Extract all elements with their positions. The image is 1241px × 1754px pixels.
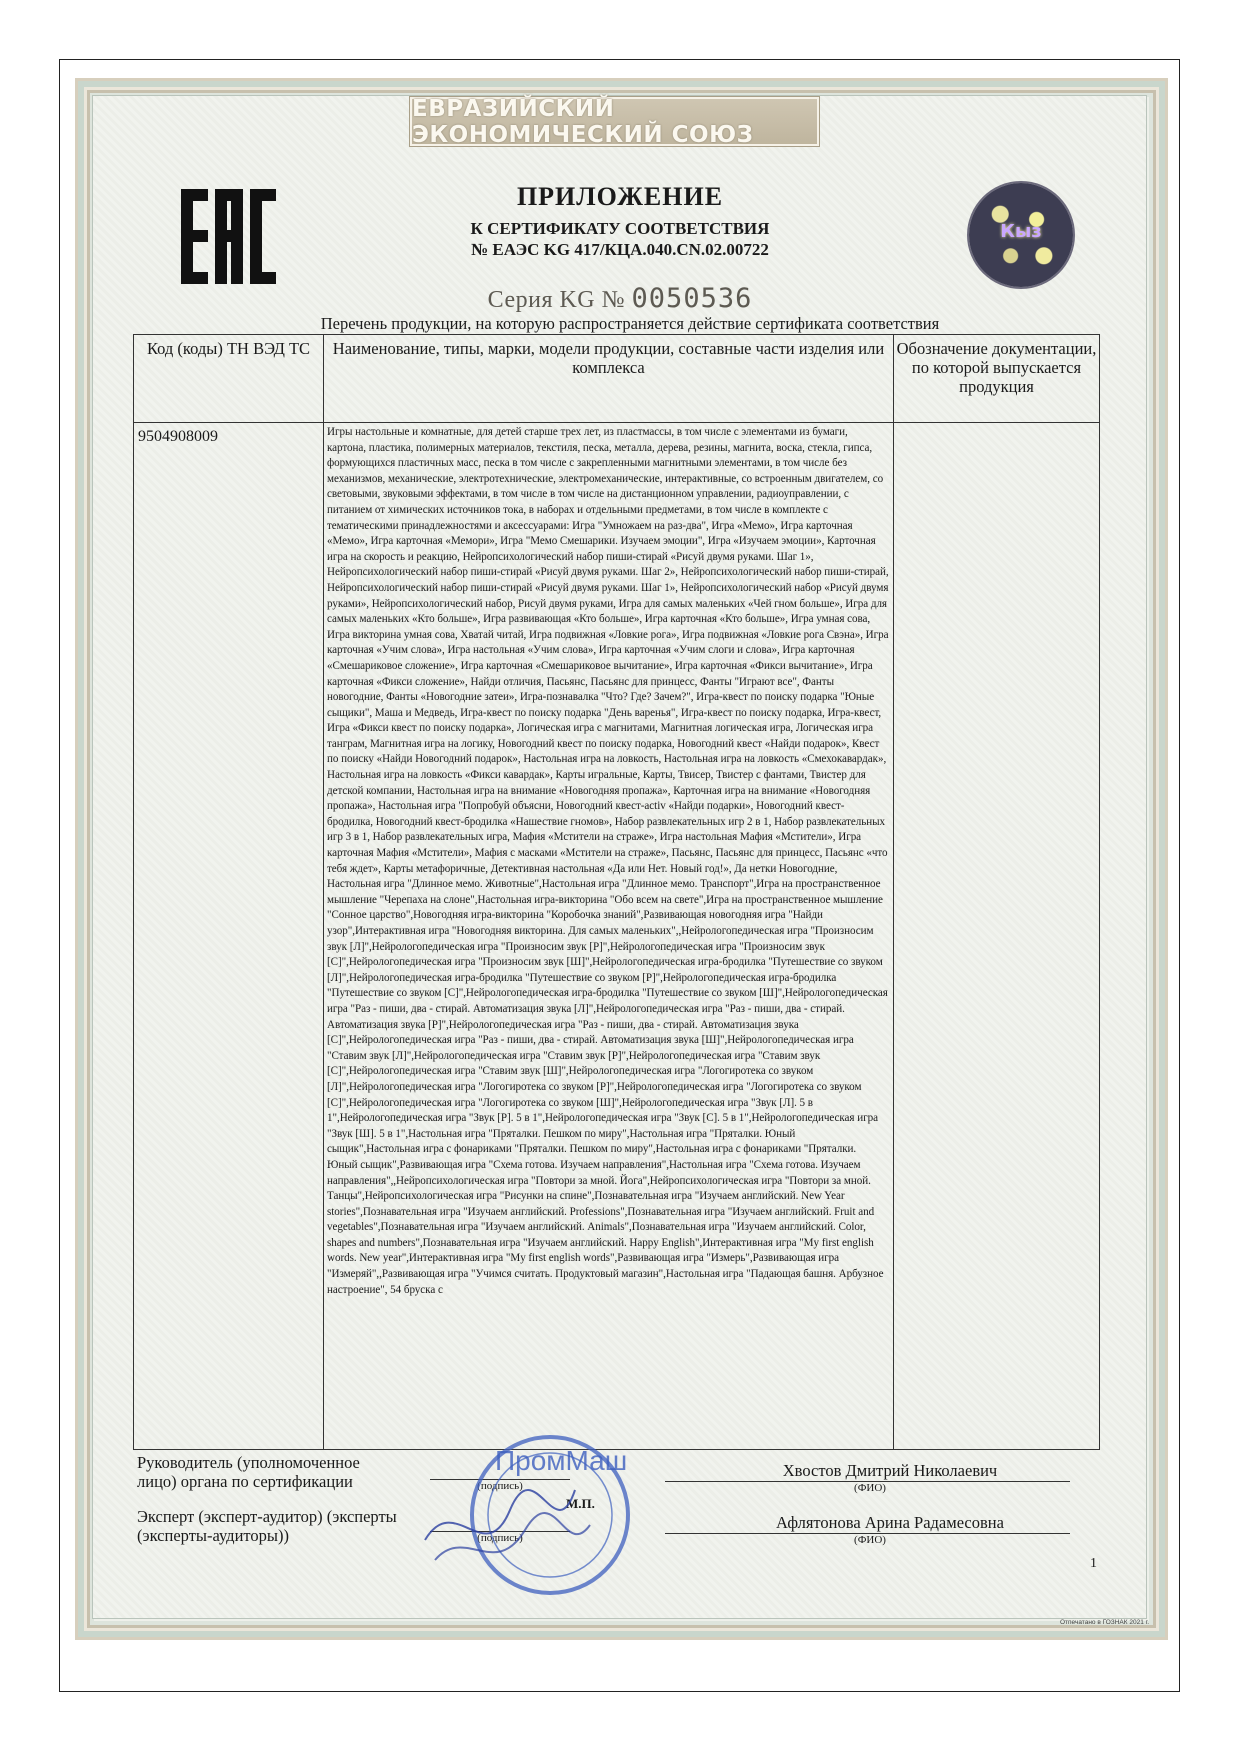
head-signature-caption: (подпись) [477, 1480, 523, 1492]
series-number: 0050536 [631, 283, 753, 314]
document-title: ПРИЛОЖЕНИЕ [516, 182, 724, 211]
head-name: Хвостов Дмитрий Николаевич [782, 1461, 998, 1480]
eac-logo-icon [181, 189, 276, 284]
column-name [324, 335, 894, 1449]
print-note: Отпечатано в ГОЗНАК 2021 г. [1060, 1619, 1150, 1626]
header-documentation: Обозначение документации, по которой выпускается продукция [896, 339, 1097, 396]
union-banner: ЕВРАЗИЙСКИЙ ЭКОНОМИЧЕСКИЙ СОЮЗ [410, 97, 819, 146]
head-fio-caption: (ФИО) [854, 1482, 886, 1494]
hologram-text: Кыз [1000, 221, 1042, 242]
column-code [134, 335, 324, 1449]
product-table [133, 334, 1100, 1450]
document-subtitle: К СЕРТИФИКАТУ СООТВЕТСТВИЯ [470, 219, 770, 238]
organization-seal-stamp [415, 1430, 655, 1600]
page-number: 1 [1090, 1556, 1097, 1571]
series-prefix: Серия KG № [487, 287, 626, 313]
cell-description: Игры настольные и комнатные, для детей старше трех лет, из пластмассы, в том числе с элементами из бумаги, картона, пластика, полимерных материалов, текстиля, песка, металла, дерева, резины, магнита, воска, стекла, гипса, формующихся пластичных масс, песка в том числе с закрепленными магнитными элементами, в том числе без механизмов, механические, электротехнические, электромеханические, интерактивные, со встроенным двигателем, со световыми, звуковыми эффектами, в том числе в том числе на дистанционном управлении, радиоуправлении, с питанием от химических источников тока, в наборах и отдельными предметами, в том числе в комплекте с тематическими принадлежностями и аксессуарами: Игра "Умножаем на раз-два", Игра «Мемо», Игра карточная «Мемо», Игра карточная «Мемори», Игра "Мемо Смешарики. Изучаем эмоции", Игра «Изучаем эмоции», Карточная игра на скорость и реакцию, Нейропсихологический набор пиши-стирай «Рисуй двумя руками. Шаг 1», Нейропсихологический набор пиши-стирай «Рисуй двумя руками. Шаг 2», Нейропсихологический набор пиши-стирай, Нейропсихологический набор пиши-стирай «Рисуй двумя руками. Шаг 1», Нейропсихологический набор «Рисуй двумя руками», Нейропсихологический набор, Рисуй двумя руками, Игра для самых маленьких «Чей гном больше», Игра для самых маленьких «Кто больше», Игра развивающая «Кто больше», Игра карточная «Кто больше», Игра умная сова, Игра викторина умная сова, Хватай читай, Игра подвижная «Ловкие рога», Игра подвижная «Ловкие рога Свэна», Игра карточная «Учим слова», Игра настольная «Учим слова», Игра карточная «Учим слоги и слова», Игра карточная «Смешариковое сложение», Игра карточная «Смешариковое вычитание», Игра карточная «Фикси вычитание», Игра карточная «Фикси сложение», Найди отличия, Пасьянс, Пасьянс для принцесс, Фанты "Играют все", Фанты новогодние, Фанты «Новогодние затеи», Игра-познавалка "Что? Где? Зачем?", Игра-квест по поиску подарка "Юные сыщики", Маша и Медведь, Игра-квест по поиску подарка "День варенья", Игра-квест по поиску подарка, Игра-квест, Игра «Фикси квест по поиску подарка», Логическая игра с магнитами, Магнитная логическая игра, Логическая игра танграм, Магнитная игра на логику, Новогодний квест по поиску подарка, Новогодний квест «Найди подарок», Квест по поиску «Найди Новогодний подарок», Настольная игра на ловкость, Настольная игра на ловкость «Смехокавардак», Настольная игра на ловкость «Фикси кавардак», Карты игральные, Карты, Твисер, Твистер с фантами, Твистер для детской компании, Настольная игра на внимание «Новогодняя пропажа», Карточная игра на внимание «Новогодняя пропажа», Настольная игра "Попробуй объясни, Новогодний квест-activ «Найди подарки», Новогодний квест-бродилка, Новогодний квест-бродилка «Нашествие гномов», Набор развлекательных игр 2 в 1, Набор развлекательных игр 3 в 1, Набор развлекательных игра, Мафия «Мстители на страже», Игра настольная Мафия «Мстители», Игра карточная Мафия «Мстители», Мафия с масками «Мстители на страже», Пасьянс, Пасьянс для принцесс, Пасьянс «что тебя ждет», Карты метафоричные, Детективная настольная «Да или Нет. Новый год!», Да нетки Новогодние, Настольная игра "Длинное мемо. Животные",Настольная игра "Длинное мемо. Транспорт",Игра на пространственное мышление "Черепаха на слоне",Настольная игра-викторина "Обо всем на свете",Игра на пространственное мышление "Сонное царство",Новогодняя игра-викторина "Коробочка знаний",Развивающая новогодняя игра "Найди узор",Интерактивная игра "Новогодняя викторина. Для самых маленьких",,Нейрологопедическая игра "Произносим звук [Л]",Нейрологопедическая игра "Произносим звук [Р]",Нейрологопедическая игра "Произносим звук [С]",Нейрологопедическая игра "Произносим звук [Ш]",Нейрологопедическая игра-бродилка "Путешествие со звуком [Л]",Нейрологопедическая игра-бродилка "Путешествие со звуком [Р]",Нейрологопедическая игра-бродилка "Путешествие со звуком [С]",Нейрологопедическая игра-бродилка "Путешествие со звуком [Ш]",Нейрологопедическая игра "Раз - пиши, два - стирай. Автоматизация звука [Л]",Нейрологопедическая игра "Раз - пиши, два - стирай. Автоматизация звука [Р]",Нейрологопедическая игра "Раз - пиши, два - стирай. Автоматизация звука [С]",Нейрологопедическая игра "Раз - пиши, два - стирай. Автоматизация звука [Ш]",Нейрологопедическая игра "Ставим звук [Л]",Нейрологопедическая игра "Ставим звук [Р]",Нейрологопедическая игра "Ставим звук [С]",Нейрологопедическая игра "Ставим звук [Ш]",Нейрологопедическая игра "Логогиротека со звуком [Л]",Нейрологопедическая игра "Логогиротека со звуком [Р]",Нейрологопедическая игра "Логогиротека со звуком [С]",Нейрологопедическая игра "Логогиротека со звуком [Ш]",Нейрологопедическая игра "Звук [Л]. 5 в 1",Нейрологопедическая игра "Звук [Р]. 5 в 1",Нейрологопедическая игра "Звук [С]. 5 в 1",Нейрологопедическая игра "Звук [Ш]. 5 в 1",Настольная игра "Пряталки. Пешком по миру",Настольная игра "Пряталки. Юный сыщик",Настольная игра с фонариками "Пряталки. Пешком по миру",Настольная игра с фонариками "Пряталки. Юный сыщик",Развивающая игра "Схема готова. Изучаем направления",Настольная игра "Схема готова. Изучаем направления",,Нейропсихологическая игра "Повтори за мной. Йога",Нейропсихологическая игра "Повтори за мной. Танцы",Нейропсихологическая игра "Рисунки на спине",Познавательная игра "Изучаем английский. New Year stories",Познавательная игра "Изучаем английский. Professions",Познавательная игра "Изучаем английский. Fruit and vegetables",Познавательная игра "Изучаем английский. Animals",Познавательная игра "Изучаем английский. Color, shapes and numbers",Познавательная игра "Изучаем английский. Happy English",Интерактивная игра "My first english words. New year",Интерактивная игра "My first english words",Развивающая игра "Измерь",Развивающая игра "Измеряй",,Развивающая игра "Учимся считать. Продуктовый магазин",Настольная игра "Падающая башня. Арбузное настроение", 54 бруска с [327, 426, 889, 1296]
seal-text: ПромМаш [495, 1445, 628, 1476]
expert-signature-caption: (подпись) [477, 1532, 523, 1544]
expert-fio-caption: (ФИО) [854, 1534, 886, 1546]
column-documentation [894, 335, 1099, 1449]
header-name: Наименование, типы, марки, модели продукции, составные части изделия или комплекса [332, 339, 885, 377]
header-code: Код (коды) ТН ВЭД ТС [146, 339, 311, 358]
hologram-sticker [969, 183, 1073, 287]
expert-signature-label: Эксперт (эксперт-аудитор) (эксперты (эксперты-аудиторы)) [137, 1507, 397, 1545]
series-line [300, 283, 940, 314]
certificate-number: № ЕАЭС KG 417/КЦА.040.CN.02.00722 [471, 240, 769, 259]
stamp-place-label: М.П. [566, 1496, 595, 1511]
expert-name: Афлятонова Арина Радамесовна [776, 1513, 1004, 1532]
head-signature-label: Руководитель (уполномоченное лицо) органа по сертификации [137, 1453, 360, 1491]
product-list-caption: Перечень продукции, на которую распространяется действие сертификата соответствия [320, 314, 940, 333]
cell-code: 9504908009 [138, 428, 218, 445]
